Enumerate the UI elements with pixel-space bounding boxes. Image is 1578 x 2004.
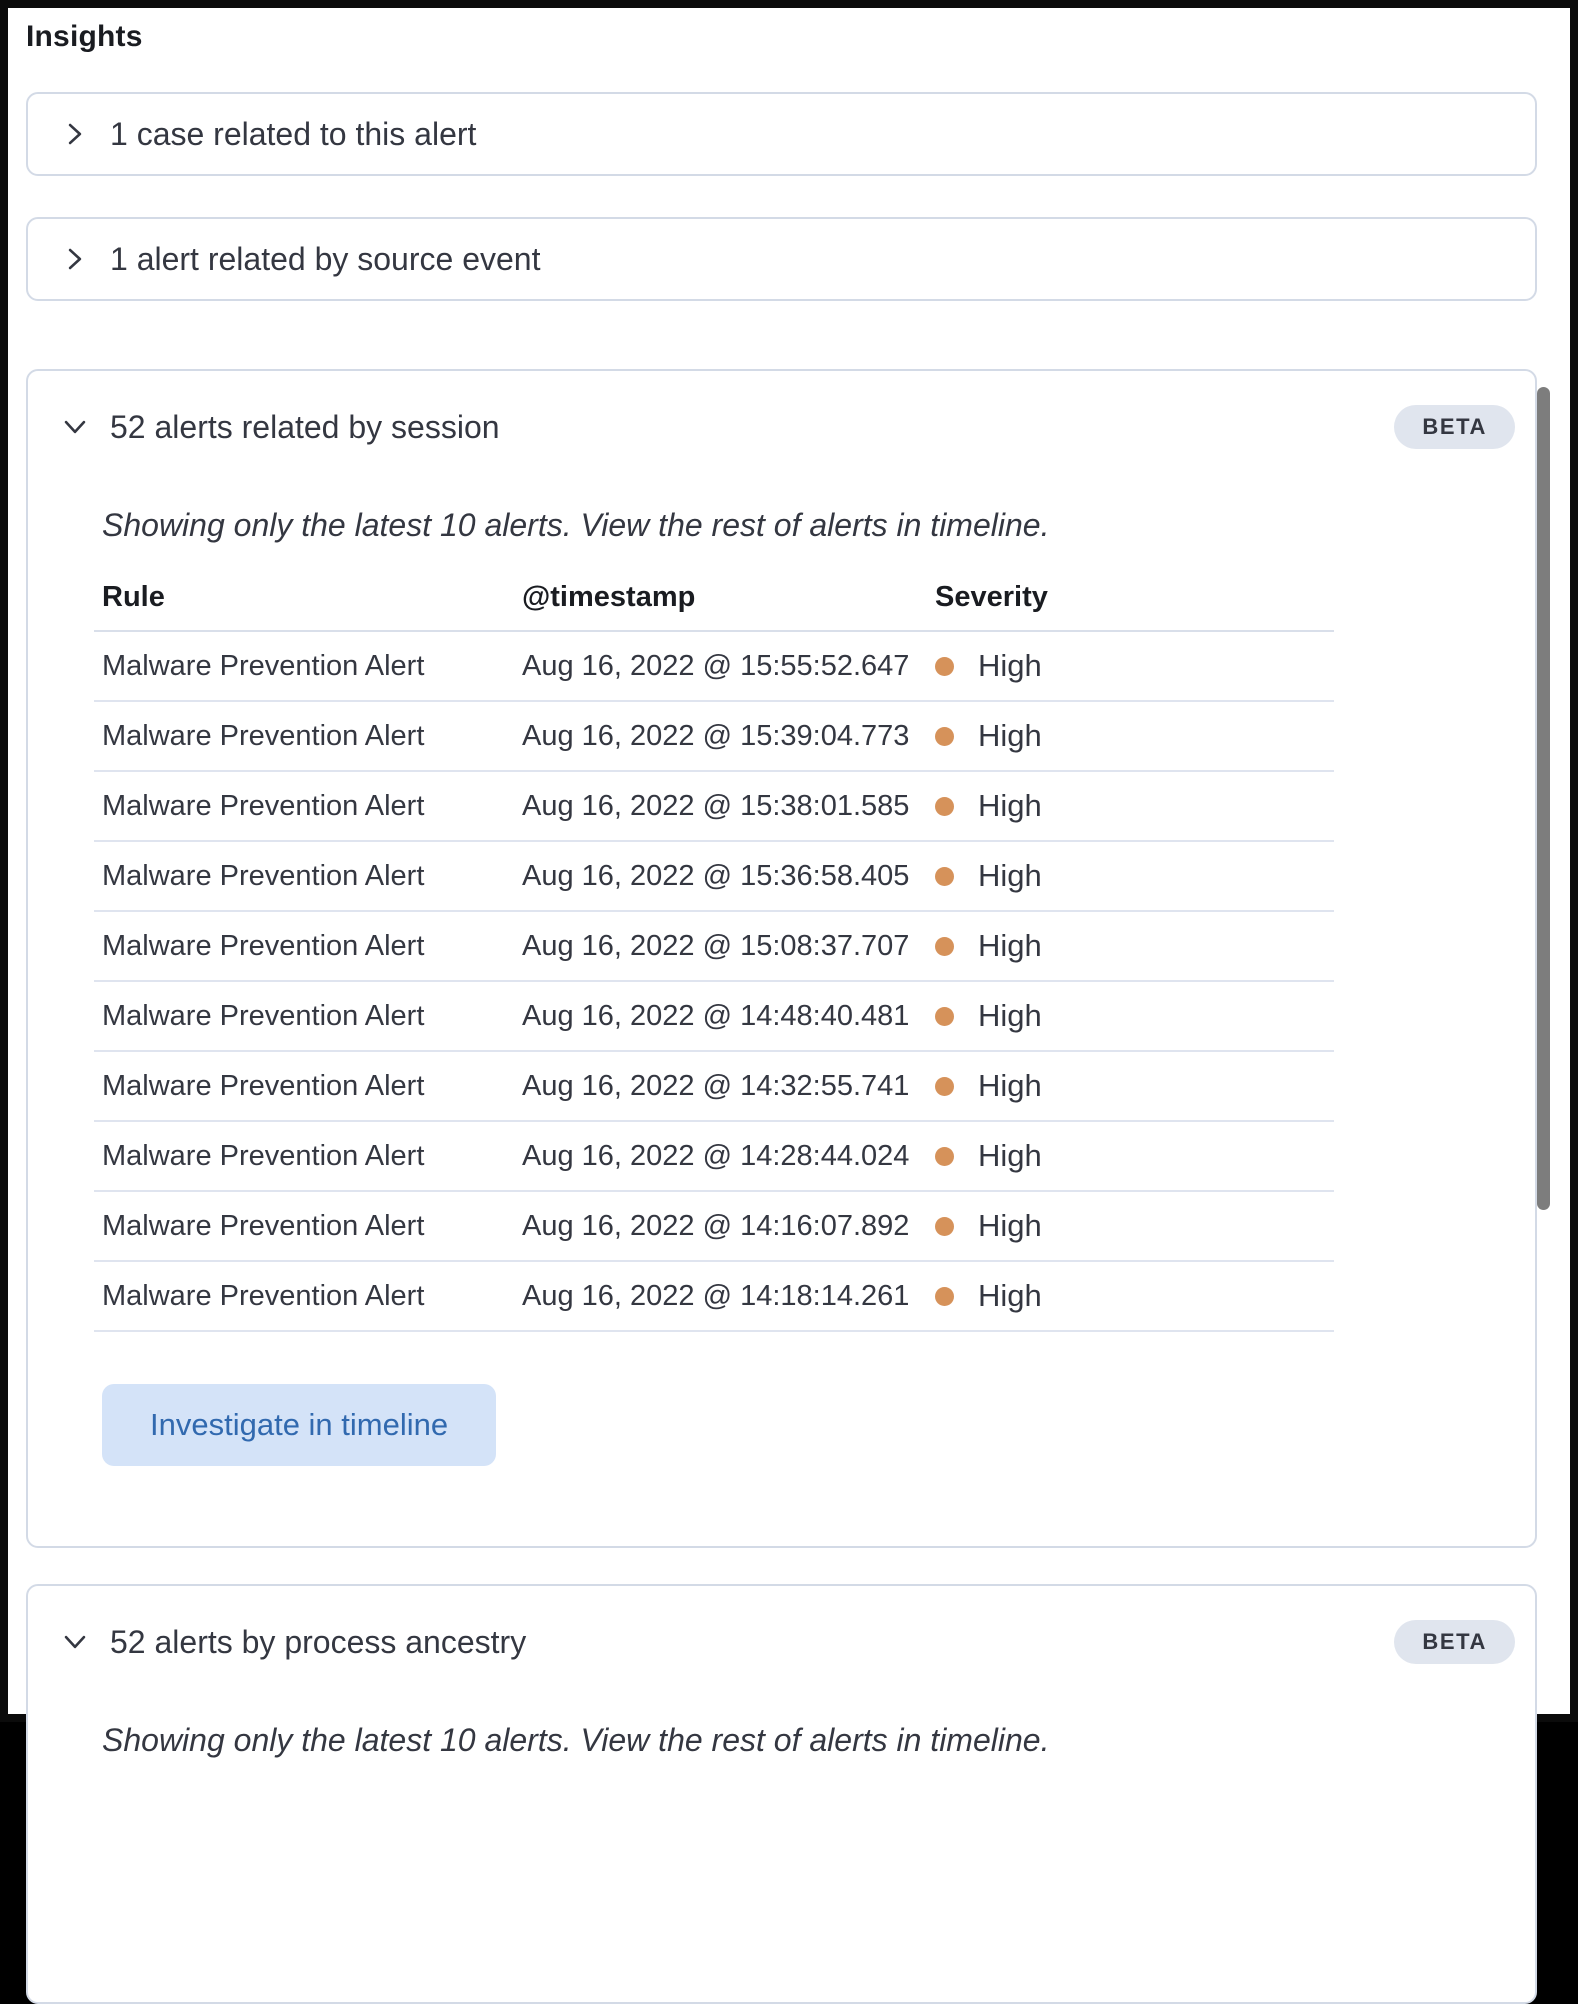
severity-cell (927, 911, 1334, 981)
alerts-by-session-body (28, 505, 1535, 1466)
alerts-by-ancestry-panel (26, 1584, 1537, 2004)
alerts-by-session-label: 52 alerts related by session (110, 409, 500, 445)
timestamp-cell: Aug 16, 2022 @ 14:16:07.892 (514, 1191, 927, 1261)
latest-alerts-note: Showing only the latest 10 alerts. View the rest of alerts in timeline. (102, 1722, 1050, 1758)
latest-alerts-note: Showing only the latest 10 alerts. View the rest of alerts in timeline. (102, 507, 1050, 543)
severity-high-dot-icon (935, 1077, 954, 1096)
table-row (94, 911, 1334, 981)
severity-high-dot-icon (935, 937, 954, 956)
severity-cell (927, 1051, 1334, 1121)
severity-label: High (978, 1278, 1042, 1313)
severity-high-dot-icon (935, 727, 954, 746)
severity-label: High (978, 1068, 1042, 1103)
severity-label: High (978, 858, 1042, 893)
rule-cell: Malware Prevention Alert (94, 1121, 514, 1191)
page-title: Insights (26, 20, 143, 53)
chevron-down-icon (62, 414, 88, 440)
alerts-by-ancestry-label: 52 alerts by process ancestry (110, 1624, 527, 1660)
severity-label: High (978, 1138, 1042, 1173)
timestamp-column-header: @timestamp (514, 581, 927, 631)
severity-cell (927, 1191, 1334, 1261)
rule-cell: Malware Prevention Alert (94, 841, 514, 911)
panel-bottom-padding (28, 1466, 1535, 1546)
severity-high-dot-icon (935, 1287, 954, 1306)
severity-label: High (978, 1208, 1042, 1243)
severity-cell (927, 631, 1334, 701)
severity-cell (927, 1121, 1334, 1191)
timestamp-cell: Aug 16, 2022 @ 14:28:44.024 (514, 1121, 927, 1191)
severity-label: High (978, 788, 1042, 823)
related-cases-panel (26, 92, 1537, 176)
related-cases-accordion-toggle[interactable] (28, 112, 1535, 156)
severity-cell (927, 981, 1334, 1051)
beta-badge: BETA (1394, 1620, 1515, 1664)
severity-cell (927, 771, 1334, 841)
vertical-scrollbar-thumb[interactable] (1537, 387, 1550, 1210)
alerts-by-ancestry-body (28, 1720, 1535, 1760)
timestamp-cell: Aug 16, 2022 @ 15:39:04.773 (514, 701, 927, 771)
chevron-down-icon (62, 1629, 88, 1655)
alerts-by-session-accordion-toggle[interactable] (28, 405, 1535, 449)
severity-label: High (978, 718, 1042, 753)
severity-label: High (978, 928, 1042, 963)
related-alerts-source-accordion-toggle[interactable] (28, 237, 1535, 281)
table-row (94, 701, 1334, 771)
chevron-right-icon (62, 246, 88, 272)
severity-column-header: Severity (927, 581, 1334, 631)
timestamp-cell: Aug 16, 2022 @ 15:36:58.405 (514, 841, 927, 911)
table-row (94, 1121, 1334, 1191)
insights-flyout-section (8, 8, 1570, 1758)
timestamp-cell: Aug 16, 2022 @ 14:32:55.741 (514, 1051, 927, 1121)
investigate-in-timeline-button[interactable]: Investigate in timeline (102, 1384, 496, 1466)
rule-cell: Malware Prevention Alert (94, 1051, 514, 1121)
table-row (94, 1191, 1334, 1261)
severity-high-dot-icon (935, 867, 954, 886)
severity-high-dot-icon (935, 797, 954, 816)
timestamp-cell: Aug 16, 2022 @ 15:55:52.647 (514, 631, 927, 701)
rule-cell: Malware Prevention Alert (94, 1261, 514, 1331)
chevron-right-icon (62, 121, 88, 147)
related-alerts-source-panel (26, 217, 1537, 301)
table-row (94, 1051, 1334, 1121)
beta-badge: BETA (1394, 405, 1515, 449)
alerts-by-session-panel (26, 369, 1537, 1548)
alerts-by-ancestry-accordion-toggle[interactable] (28, 1620, 1535, 1664)
severity-high-dot-icon (935, 1147, 954, 1166)
table-row (94, 981, 1334, 1051)
severity-label: High (978, 648, 1042, 683)
rule-cell: Malware Prevention Alert (94, 631, 514, 701)
severity-label: High (978, 998, 1042, 1033)
timestamp-cell: Aug 16, 2022 @ 14:18:14.261 (514, 1261, 927, 1331)
severity-high-dot-icon (935, 1217, 954, 1236)
rule-cell: Malware Prevention Alert (94, 911, 514, 981)
table-row (94, 841, 1334, 911)
rule-column-header: Rule (94, 581, 514, 631)
timestamp-cell: Aug 16, 2022 @ 15:38:01.585 (514, 771, 927, 841)
rule-cell: Malware Prevention Alert (94, 1191, 514, 1261)
rule-cell: Malware Prevention Alert (94, 771, 514, 841)
timestamp-cell: Aug 16, 2022 @ 14:48:40.481 (514, 981, 927, 1051)
timestamp-cell: Aug 16, 2022 @ 15:08:37.707 (514, 911, 927, 981)
table-row (94, 1261, 1334, 1331)
severity-cell (927, 841, 1334, 911)
table-row (94, 631, 1334, 701)
related-alerts-source-label: 1 alert related by source event (110, 241, 541, 277)
severity-high-dot-icon (935, 1007, 954, 1026)
rule-cell: Malware Prevention Alert (94, 701, 514, 771)
table-row (94, 771, 1334, 841)
severity-cell (927, 701, 1334, 771)
severity-high-dot-icon (935, 657, 954, 676)
severity-cell (927, 1261, 1334, 1331)
rule-cell: Malware Prevention Alert (94, 981, 514, 1051)
related-cases-label: 1 case related to this alert (110, 116, 477, 152)
table-header-row (94, 581, 1334, 631)
related-alerts-table (94, 581, 1334, 1332)
